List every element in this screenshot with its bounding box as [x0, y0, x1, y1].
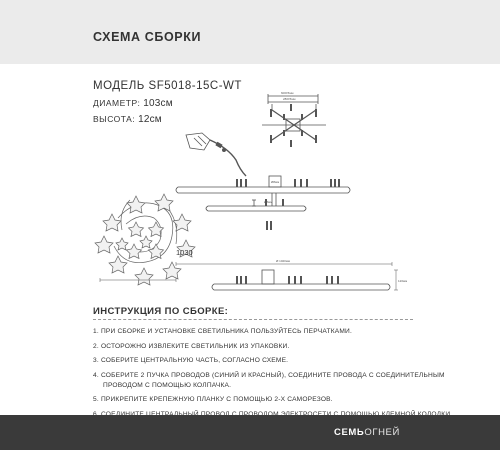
- brand-light: ОГНЕЙ: [364, 427, 400, 438]
- step-text: СОБЕРИТЕ 2 ПУЧКА ПРОВОДОВ (СИНИЙ И КРАСНЫЙ), СОЕДИНИТЕ ПРОВОДА С СОЕДИНИТЕЛЬНЫМ: [100, 371, 445, 379]
- dim-top-inner: 280±5мм: [283, 97, 296, 101]
- header-band: [0, 0, 500, 64]
- diameter-value: 103см: [143, 97, 173, 109]
- page-title: СХЕМА СБОРКИ: [93, 30, 202, 44]
- lower-bar-view: [176, 262, 398, 290]
- dim-bar-mid: Ø8мм: [264, 200, 273, 204]
- brand-logo: [334, 427, 400, 438]
- divider: [93, 319, 413, 320]
- step-text: ПРИ СБОРКЕ И УСТАНОВКЕ СВЕТИЛЬНИКА ПОЛЬЗУЙТЕСЬ ПЕРЧАТКАМИ.: [100, 328, 352, 335]
- wire-connector-fill: [215, 142, 226, 152]
- height-value: 12см: [138, 113, 162, 125]
- step-text-continued: ПРОВОДОМ С ПОМОЩЬЮ КОЛПАЧКА.: [103, 381, 232, 389]
- instruction-step-2: [93, 342, 452, 352]
- step-text: ОСТОРОЖНО ИЗВЛЕКИТЕ СВЕТИЛЬНИК ИЗ УПАКОВКИ.: [100, 342, 290, 350]
- step-number: 2.: [93, 342, 99, 350]
- step-number: 3.: [93, 357, 99, 365]
- middle-bar-view: [206, 193, 306, 211]
- instruction-step-1: [93, 327, 452, 337]
- step-text: СОБЕРИТЕ ЦЕНТРАЛЬНУЮ ЧАСТЬ, СОГЛАСНО СХЕМЕ.: [100, 357, 289, 365]
- brand-bold: СЕМЬ: [334, 427, 365, 438]
- lower-bar-studs: [236, 276, 339, 284]
- step-number: 5.: [93, 396, 99, 404]
- instruction-list: [93, 327, 452, 425]
- instructions-title: ИНСТРУКЦИЯ ПО СБОРКЕ:: [93, 306, 229, 317]
- instruction-step-5: [93, 395, 452, 405]
- instruction-step-4: [93, 371, 452, 391]
- assembly-arrow: [252, 200, 256, 206]
- upper-bar-view: [176, 176, 350, 193]
- step-number: 4.: [93, 371, 99, 379]
- wire-connector: [186, 133, 246, 176]
- assembly-arrow-fill: [266, 221, 272, 230]
- assembly-drawing: [0, 64, 500, 304]
- instruction-step-3: [93, 356, 452, 366]
- dim-bar-top: Ø8мм: [271, 180, 280, 184]
- model-name: МОДЕЛЬ SF5018-15C-WT: [93, 80, 242, 92]
- height-label: ВЫСОТА:: [93, 113, 136, 124]
- diameter-dimension: [100, 278, 176, 282]
- step-number: 1.: [93, 328, 99, 335]
- dim-bottom-height: 120мм: [398, 279, 408, 283]
- footer-band: [0, 415, 500, 450]
- upper-bar-studs: [236, 179, 340, 187]
- step-text: ПРИКРЕПИТЕ КРЕПЕЖНУЮ ПЛАНКУ С ПОМОЩЬЮ 2-Х САМОРЕЗОВ.: [100, 396, 333, 404]
- diameter-callout: 1030: [176, 248, 193, 257]
- dim-bottom-width: Ø 1020мм: [276, 259, 290, 263]
- dim-top-outer: 600±5мм: [281, 91, 294, 95]
- diameter-label: ДИАМЕТР:: [93, 97, 141, 108]
- star-flowers: [95, 194, 195, 285]
